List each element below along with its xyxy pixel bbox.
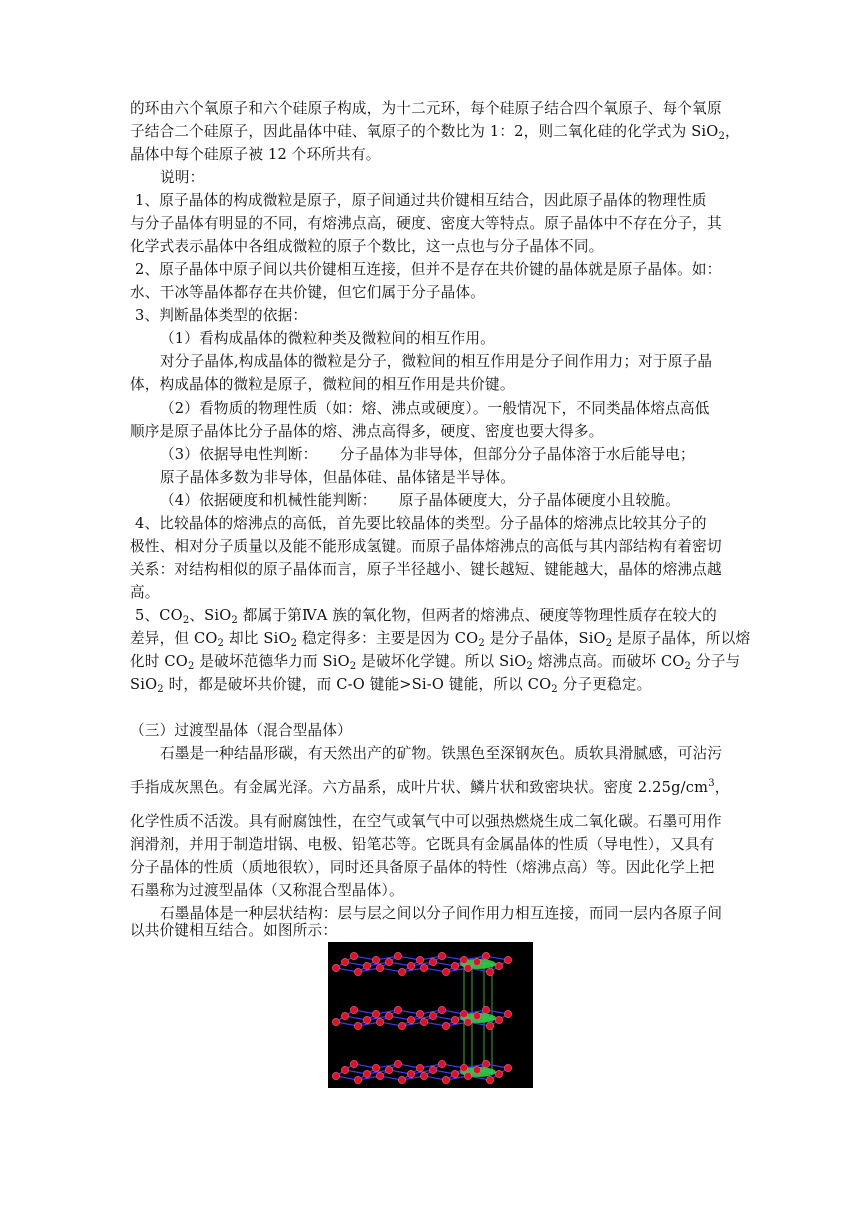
carbon-atom (385, 1066, 392, 1073)
text-line: （2）看物质的物理性质（如：熔、沸点或硬度）。一般情况下，不同类晶体熔点高低 (160, 400, 710, 417)
carbon-atom (429, 1012, 436, 1019)
text-line: （4）依据硬度和机械性能判断： 原子晶体硬度大，分子晶体硬度小且较脆。 (160, 492, 680, 509)
carbon-atom (442, 1076, 449, 1083)
text-line: 极性、相对分子质量以及能不能形成氢键。而原子晶体熔沸点的高低与其内部结构有着密切 (130, 538, 722, 555)
text-line: 与分子晶体有明显的不同，有熔沸点高，硬度、密度大等特点。原子晶体中不存在分子，其 (130, 215, 722, 232)
carbon-atom (363, 1016, 370, 1023)
carbon-atom (372, 1010, 379, 1017)
text-line: 5、$CO_2$、SiO$_2$ 都属于第ⅣA 族的氧化物，但两者的熔沸点、硬度等物理性质存在较大的 (135, 607, 717, 626)
carbon-atom (350, 952, 357, 959)
carbon-atom (486, 1076, 493, 1083)
carbon-atom (495, 1070, 502, 1077)
text-line: 关系：对结构相似的原子晶体而言，原子半径越小、键长越短、键能越大，晶体的熔沸点越 (130, 561, 722, 578)
carbon-atom (429, 958, 436, 965)
carbon-atom (460, 956, 467, 963)
carbon-atom (438, 952, 445, 959)
text-line: 化学式表示晶体中各组成微粒的原子个数比，这一点也与分子晶体不同。 (130, 238, 604, 255)
carbon-atom (482, 952, 489, 959)
carbon-atom (394, 1006, 401, 1013)
carbon-atom (354, 968, 361, 975)
text-line: 化时 $CO_2$ 是破坏范德华力而 SiO$_2$ 是破坏化学键。所以 SiO$_2$ 熔沸点高。而破坏 $CO_2$ 分子与 (130, 653, 741, 672)
graphite-structure-figure (328, 942, 533, 1088)
carbon-atom (504, 956, 511, 963)
text-line: 对分子晶体,构成晶体的微粒是分子，微粒间的相互作用是分子间作用力；对于原子晶 (160, 353, 713, 370)
carbon-atom (350, 1006, 357, 1013)
carbon-atom (407, 962, 414, 969)
carbon-atom (372, 956, 379, 963)
text-line: 石墨是一种结晶形碳，有天然出产的矿物。铁黑色至深钢灰色。质软具滑腻感，可沾污 (160, 745, 723, 762)
carbon-atom (495, 962, 502, 969)
text-line: SiO$_2$ 时，都是破坏共价键，而 C-O 键能>Si-O 键能，所以 $CO_2$ 分子更稳定。 (130, 676, 652, 695)
text-line: 子结合二个硅原子，因此晶体中硅、氧原子的个数比为 1：2，则二氧化硅的化学式为 SiO$_2$， (130, 123, 740, 142)
text-line: 高。 (130, 584, 160, 601)
carbon-atom (442, 1022, 449, 1029)
text-line: 顺序是原子晶体比分子晶体的熔、沸点高得多，硬度、密度也要大得多。 (130, 423, 604, 440)
carbon-atom (464, 1018, 471, 1025)
carbon-atom (332, 1018, 339, 1025)
carbon-atom (482, 1006, 489, 1013)
carbon-atom (341, 1012, 348, 1019)
text-line: 3、判断晶体类型的依据： (135, 307, 308, 324)
carbon-atom (363, 1070, 370, 1077)
carbon-atom (420, 1018, 427, 1025)
carbon-atom (416, 1064, 423, 1071)
carbon-atom (398, 968, 405, 975)
carbon-atom (385, 1012, 392, 1019)
carbon-atom (473, 1012, 480, 1019)
carbon-atom (482, 1060, 489, 1067)
carbon-atom (376, 1072, 383, 1079)
carbon-atom (464, 1072, 471, 1079)
text-line: 石墨称为过渡型晶体（又称混合型晶体）。 (130, 882, 404, 899)
text-line: 石墨晶体是一种层状结构：层与层之间以分子间作用力相互连接，而同一层内各原子间 (160, 905, 723, 922)
carbon-atom (460, 1064, 467, 1071)
carbon-atom (504, 1010, 511, 1017)
carbon-atom (464, 964, 471, 971)
carbon-atom (332, 964, 339, 971)
carbon-atom (376, 1018, 383, 1025)
graphite-layer-icon (328, 942, 533, 1088)
text-line: 的环由六个氧原子和六个硅原子构成，为十二元环，每个硅原子结合四个氧原子、每个氧原 (130, 100, 722, 117)
carbon-atom (394, 1060, 401, 1067)
carbon-atom (451, 1070, 458, 1077)
carbon-atom (341, 1066, 348, 1073)
text-line: 1、原子晶体的构成微粒是原子，原子间通过共价键相互结合，因此原子晶体的物理性质 (135, 192, 707, 209)
carbon-atom (341, 958, 348, 965)
carbon-atom (385, 958, 392, 965)
text-line: （1）看构成晶体的微粒种类及微粒间的相互作用。 (160, 330, 495, 347)
text-line: 润滑剂，并用于制造坩锅、电极、铅笔芯等。它既具有金属晶体的性质（导电性），又具有 (130, 836, 715, 853)
text-line: 以共价键相互结合。如图所示： (130, 922, 338, 939)
carbon-atom (350, 1060, 357, 1067)
carbon-atom (486, 968, 493, 975)
text-line: 晶体中每个硅原子被 12 个环所共有。 (130, 146, 381, 163)
carbon-atom (354, 1076, 361, 1083)
text-line: 水、干冰等晶体都存在共价键，但它们属于分子晶体。 (130, 284, 486, 301)
carbon-atom (429, 1066, 436, 1073)
text-line: 化学性质不活泼。具有耐腐蚀性，在空气或氧气中可以强热燃烧生成二氧化碳。石墨可用作 (130, 813, 722, 830)
carbon-atom (363, 962, 370, 969)
carbon-atom (416, 1010, 423, 1017)
carbon-atom (372, 1064, 379, 1071)
section-heading: （三）过渡型晶体（混合型晶体） (130, 722, 352, 739)
text-line: 2、原子晶体中原子间以共价键相互连接，但并不是存在共价键的晶体就是原子晶体。如： (135, 261, 722, 278)
carbon-atom (495, 1016, 502, 1023)
carbon-atom (451, 1016, 458, 1023)
carbon-atom (420, 964, 427, 971)
text-line: 手指成灰黑色。有金属光泽。六方晶系，成叶片状、鳞片状和致密块状。密度 $2.25g/cm^3$， (130, 778, 730, 796)
carbon-atom (442, 968, 449, 975)
text-line: 分子晶体的性质（质地很软），同时还具备原子晶体的特性（熔沸点高）等。因此化学上把 (130, 859, 715, 876)
section-label: 说明： (160, 169, 205, 186)
text-line: （3）依据导电性判断： 分子晶体为非导体，但部分分子晶体溶于水后能导电； (160, 446, 695, 463)
carbon-atom (398, 1076, 405, 1083)
carbon-atom (504, 1064, 511, 1071)
carbon-atom (420, 1072, 427, 1079)
carbon-atom (438, 1060, 445, 1067)
carbon-atom (473, 958, 480, 965)
carbon-atom (376, 964, 383, 971)
carbon-atom (460, 1010, 467, 1017)
text-line: 体，构成晶体的微粒是原子，微粒间的相互作用是共价键。 (130, 376, 515, 393)
carbon-atom (486, 1022, 493, 1029)
carbon-atom (332, 1072, 339, 1079)
carbon-atom (407, 1016, 414, 1023)
text-line: 差异，但 $CO_2$ 却比 SiO$_2$ 稳定得多：主要是因为 $CO_2$ 是分子晶体，SiO$_2$ 是原子晶体，所以熔 (130, 630, 751, 649)
carbon-atom (473, 1066, 480, 1073)
text-line: 原子晶体多数为非导体，但晶体硅、晶体锗是半导体。 (160, 469, 516, 486)
carbon-atom (394, 952, 401, 959)
carbon-atom (416, 956, 423, 963)
text-line: 4、比较晶体的熔沸点的高低，首先要比较晶体的类型。分子晶体的熔沸点比较其分子的 (135, 515, 707, 532)
carbon-atom (451, 962, 458, 969)
carbon-atom (407, 1070, 414, 1077)
carbon-atom (354, 1022, 361, 1029)
carbon-atom (398, 1022, 405, 1029)
carbon-atom (438, 1006, 445, 1013)
